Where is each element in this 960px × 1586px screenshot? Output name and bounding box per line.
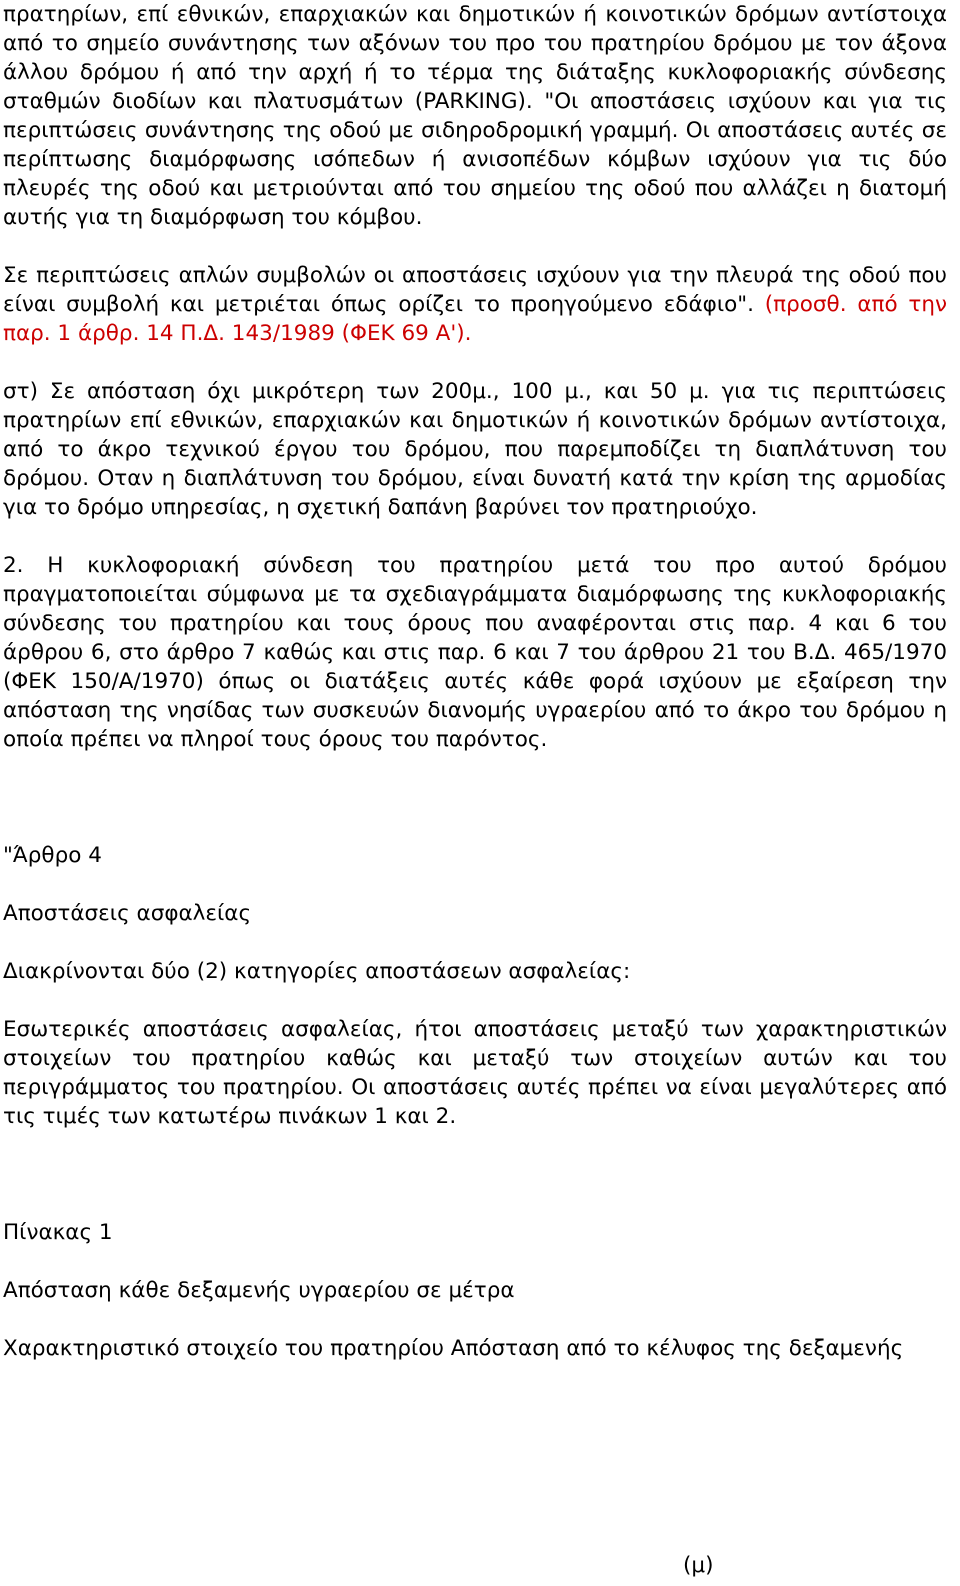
paragraph-simple-junctions xyxy=(3,261,947,348)
table-column-headers: Χαρακτηριστικό στοιχείο του πρατηρίου Απόσταση από το κέλυφος της δεξαμενής xyxy=(3,1336,904,1361)
document-page xyxy=(3,0,947,1363)
article-heading: "Άρθρο 4 xyxy=(3,843,102,868)
amendment-note: (προσθ. από την παρ. 1 άρθρ. 14 Π.Δ. 143/1989 (ΦΕΚ 69 Α'). xyxy=(3,292,947,346)
paragraph-technical-works: στ) Σε απόσταση όχι μικρότερη των 200μ., 100 μ., και 50 μ. για τις περιπτώσεις πρατηρίων επί εθνικών, επαρχιακών και δημοτικών ή κοινοτικών δρόμων αντίστοιχα, από το άκρο τεχνικού έργου του δρόμου, που παρεμποδίζει τη διαπλάτυνση του δρόμου. Οταν η διαπλάτυνση του δρόμου, είναι δυνατή κατά την κρίση της αρμοδίας για το δρόμο υπηρεσίας, η σχετική δαπάνη βαρύνει τον πρατηριούχο. xyxy=(3,379,947,520)
paragraph-distances-intersections: πρατηρίων, επί εθνικών, επαρχιακών και δημοτικών ή κοινοτικών δρόμων αντίστοιχα από το σημείο συνάντησης των αξόνων του προ του πρατηρίου δρόμου με τον άξονα άλλου δρόμου ή από την αρχή ή το τέρμα της διάταξης κυκλοφοριακής σύνδεσης σταθμών διοδίων και πλατυσμάτων (PARKING). "Οι αποστάσεις ισχύουν και για τις περιπτώσεις συνάντησης της οδού με σιδηροδρομική γραμμή. Οι αποστάσεις αυτές σε περίπτωσης διαμόρφωσης ισόπεδων ή ανισοπέδων κόμβων ισχύουν για τις δύο πλευρές της οδού και μετριούνται από του σημείου της οδού που αλλάζει η διατομή αυτής για τη διαμόρφωση του κόμβου. xyxy=(3,2,947,230)
spacer xyxy=(3,1131,947,1218)
table-caption: Απόσταση κάθε δεξαμενής υγραερίου σε μέτρα xyxy=(3,1278,515,1303)
table-unit-label: (μ) xyxy=(683,1553,714,1578)
paragraph-simple-junctions-text: Σε περιπτώσεις απλών συμβολών οι αποστάσεις ισχύουν για την πλευρά της οδού που είναι συμβολή και μετριέται όπως ορίζει το προηγούμενο εδάφιο". xyxy=(3,263,947,317)
table-heading: Πίνακας 1 xyxy=(3,1220,113,1245)
spacer xyxy=(3,754,947,841)
paragraph-traffic-connection: 2. Η κυκλοφοριακή σύνδεση του πρατηρίου μετά του προ αυτού δρόμου πραγματοποιείται σύμφωνα με τα σχεδιαγράμματα διαμόρφωσης της κυκλοφοριακής σύνδεσης του πρατηρίου και τους όρους που αναφέρονται στις παρ. 4 και 6 του άρθρου 6, στο άρθρο 7 καθώς και στις παρ. 6 και 7 του άρθρου 21 του Β.Δ. 465/1970 (ΦΕΚ 150/Α/1970) όπως οι διατάξεις αυτές κάθε φορά ισχύουν με εξαίρεση την απόσταση της νησίδας των συσκευών διανομής υγραερίου από το άκρο του δρόμου η οποία πρέπει να πληροί τους όρους του παρόντος. xyxy=(3,553,947,752)
paragraph-internal-distances: Εσωτερικές αποστάσεις ασφαλείας, ήτοι αποστάσεις μεταξύ των χαρακτηριστικών στοιχείων του πρατηρίου καθώς και μεταξύ των στοιχείων αυτών και του περιγράμματος του πρατηρίου. Οι αποστάσεις αυτές πρέπει να είναι μεγαλύτερες από τις τιμές των κατωτέρω πινάκων 1 και 2. xyxy=(3,1017,947,1129)
article-intro: Διακρίνονται δύο (2) κατηγορίες αποστάσεων ασφαλείας: xyxy=(3,959,631,984)
article-title: Αποστάσεις ασφαλείας xyxy=(3,901,252,926)
